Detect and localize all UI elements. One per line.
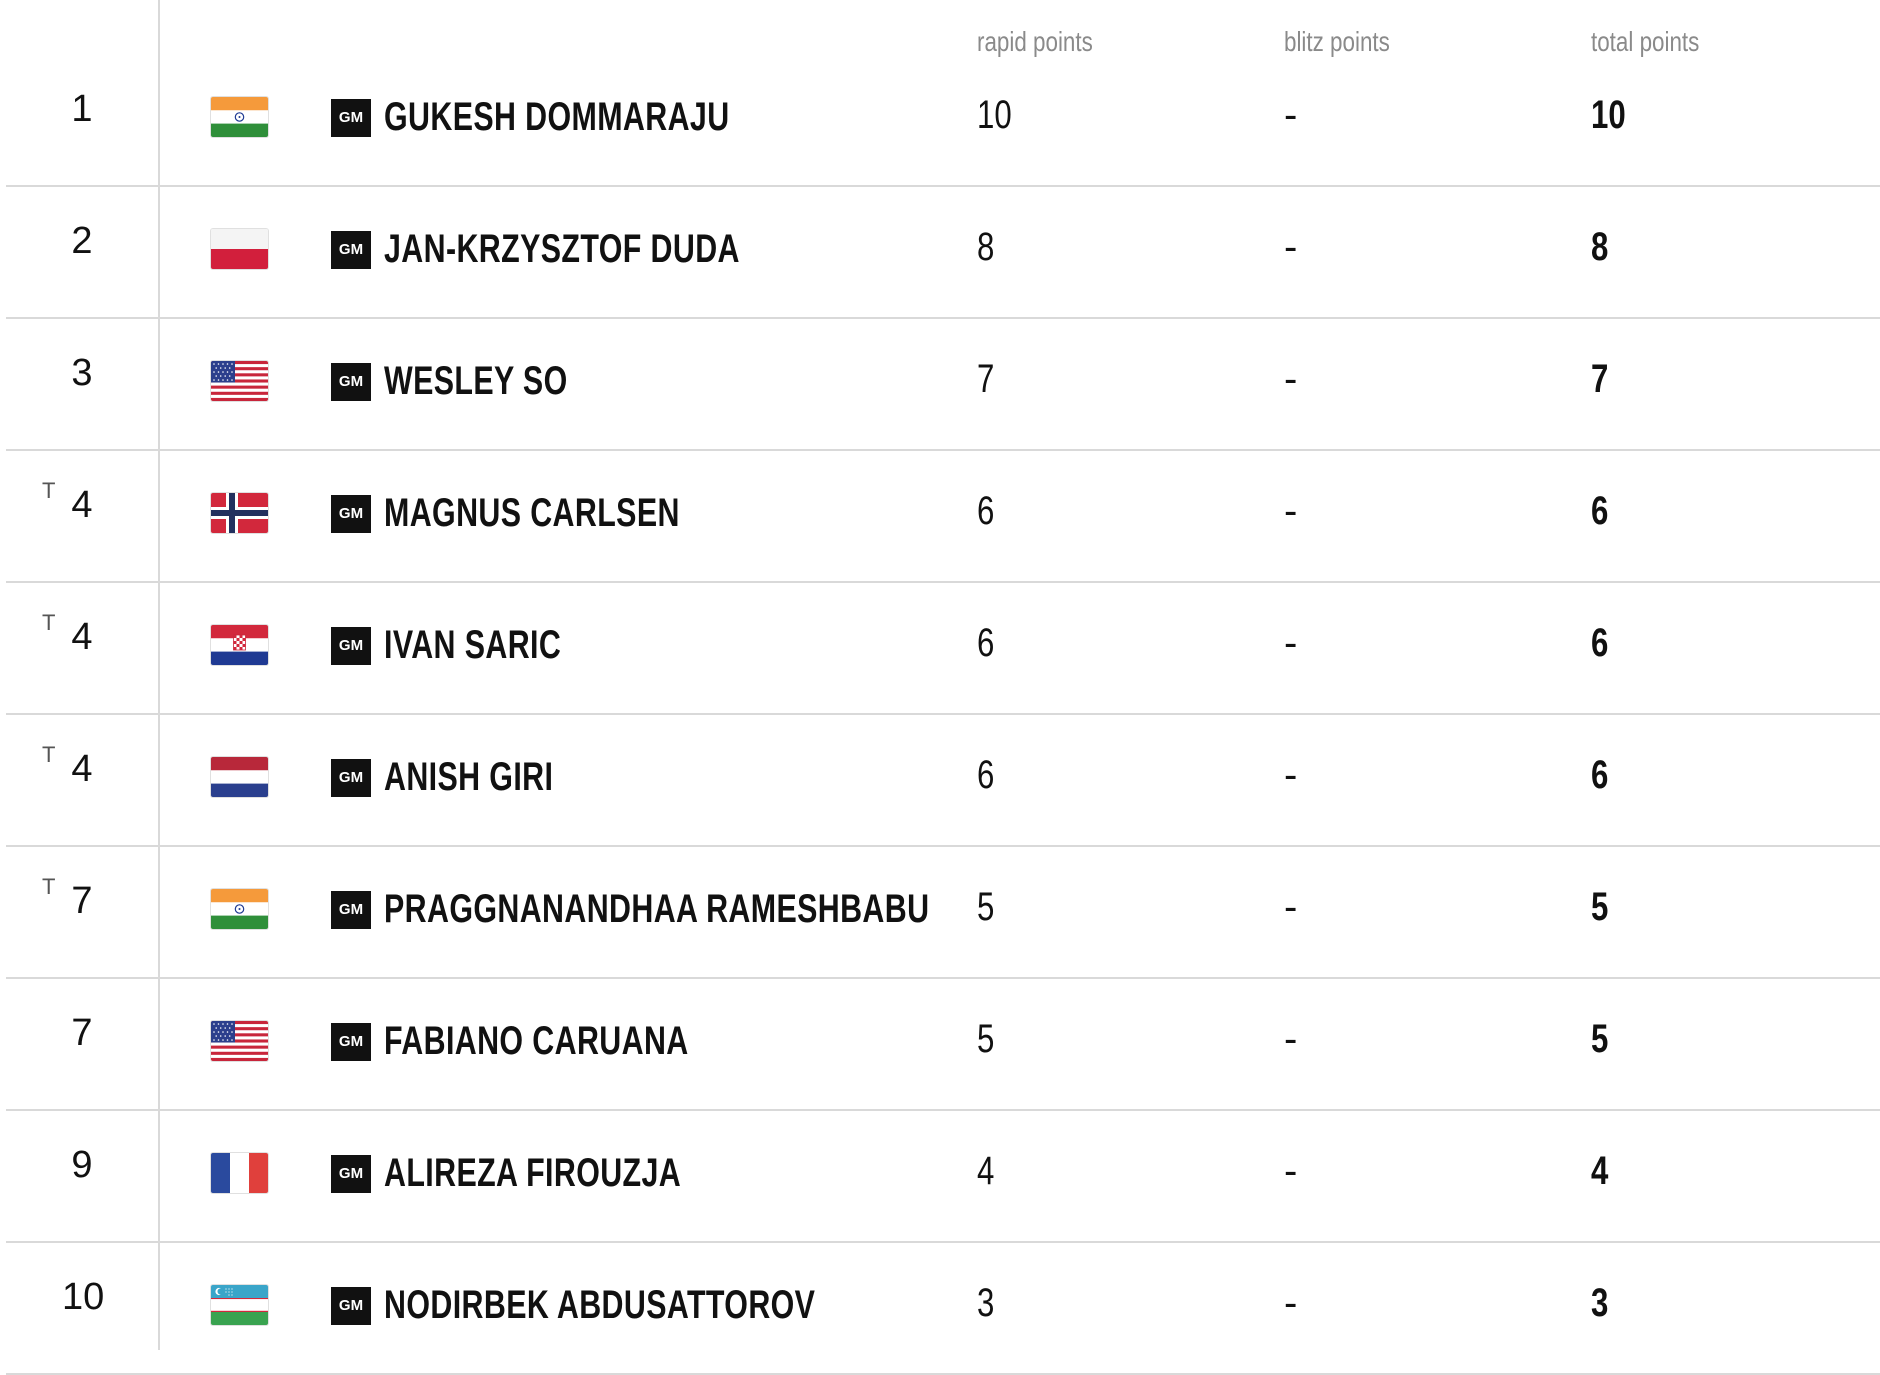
table-row[interactable] [0,319,1880,429]
rank-number: 4 [71,484,93,526]
total-points-value: 6 [1591,753,1609,797]
rapid-points-value: 6 [977,621,995,665]
total-points-value: 6 [1591,621,1609,665]
player-name[interactable]: MAGNUS CARLSEN [384,491,680,535]
rank-number: 4 [71,616,93,658]
tie-marker: T [42,874,56,899]
player-name[interactable]: JAN-KRZYSZTOF DUDA [384,227,740,271]
tie-marker: T [42,742,56,767]
rank-number: 4 [71,748,93,790]
player-name[interactable]: NODIRBEK ABDUSATTOROV [384,1283,816,1327]
player-name[interactable]: ANISH GIRI [384,755,554,799]
rank-number: 3 [71,352,93,394]
total-points-value: 8 [1591,225,1609,269]
title-badge: GM [331,231,371,269]
title-badge: GM [331,627,371,665]
total-points-value: 4 [1591,1149,1609,1193]
rank-number: 1 [71,88,93,130]
title-badge: GM [331,891,371,929]
blitz-points-value: - [1284,621,1298,665]
rapid-points-value: 10 [977,93,1012,137]
usa-flag-icon [211,361,268,401]
blitz-points-value: - [1284,1149,1298,1193]
poland-flag-icon [211,229,268,269]
tie-marker: T [42,478,56,503]
table-row[interactable] [0,451,1880,561]
rank-number: 10 [62,1276,105,1318]
total-points-value: 3 [1591,1281,1609,1325]
rapid-points-value: 8 [977,225,995,269]
title-badge: GM [331,1287,371,1325]
india-flag-icon [211,889,268,929]
header-total-points: total points [1591,26,1700,57]
blitz-points-value: - [1284,1281,1298,1325]
blitz-points-value: - [1284,93,1298,137]
rank-number: 7 [71,1012,93,1054]
title-badge: GM [331,99,371,137]
usa-flag-icon [211,1021,268,1061]
blitz-points-value: - [1284,753,1298,797]
player-name[interactable]: FABIANO CARUANA [384,1019,689,1063]
rapid-points-value: 5 [977,885,995,929]
blitz-points-value: - [1284,225,1298,269]
total-points-value: 5 [1591,1017,1609,1061]
player-name[interactable]: ALIREZA FIROUZJA [384,1151,682,1195]
uzbekistan-flag-icon [211,1285,268,1325]
rank-number: 2 [71,220,93,262]
rapid-points-value: 5 [977,1017,995,1061]
title-badge: GM [331,495,371,533]
title-badge: GM [331,363,371,401]
tie-marker: T [42,610,56,635]
total-points-value: 10 [1591,93,1626,137]
player-name[interactable]: PRAGGNANANDHAA RAMESHBABU [384,887,930,931]
table-row[interactable] [0,1111,1880,1221]
blitz-points-value: - [1284,489,1298,533]
total-points-value: 7 [1591,357,1609,401]
rapid-points-value: 6 [977,753,995,797]
blitz-points-value: - [1284,357,1298,401]
total-points-value: 6 [1591,489,1609,533]
croatia-flag-icon [211,625,268,665]
player-name[interactable]: IVAN SARIC [384,623,562,667]
table-row[interactable] [0,1243,1880,1353]
table-row[interactable] [0,583,1880,693]
header-rapid-points: rapid points [977,26,1093,57]
table-row[interactable] [0,55,1880,165]
table-row[interactable] [0,187,1880,297]
title-badge: GM [331,759,371,797]
rapid-points-value: 3 [977,1281,995,1325]
rapid-points-value: 7 [977,357,995,401]
india-flag-icon [211,97,268,137]
norway-flag-icon [211,493,268,533]
player-name[interactable]: GUKESH DOMMARAJU [384,95,730,139]
france-flag-icon [211,1153,268,1193]
player-name[interactable]: WESLEY SO [384,359,568,403]
rank-number: 7 [71,880,93,922]
rapid-points-value: 6 [977,489,995,533]
blitz-points-value: - [1284,885,1298,929]
title-badge: GM [331,1155,371,1193]
title-badge: GM [331,1023,371,1061]
table-row[interactable] [0,979,1880,1089]
table-row[interactable] [0,847,1880,957]
table-row[interactable] [0,715,1880,825]
rank-number: 9 [71,1144,93,1186]
netherlands-flag-icon [211,757,268,797]
rapid-points-value: 4 [977,1149,995,1193]
header-blitz-points: blitz points [1284,26,1390,57]
blitz-points-value: - [1284,1017,1298,1061]
total-points-value: 5 [1591,885,1609,929]
